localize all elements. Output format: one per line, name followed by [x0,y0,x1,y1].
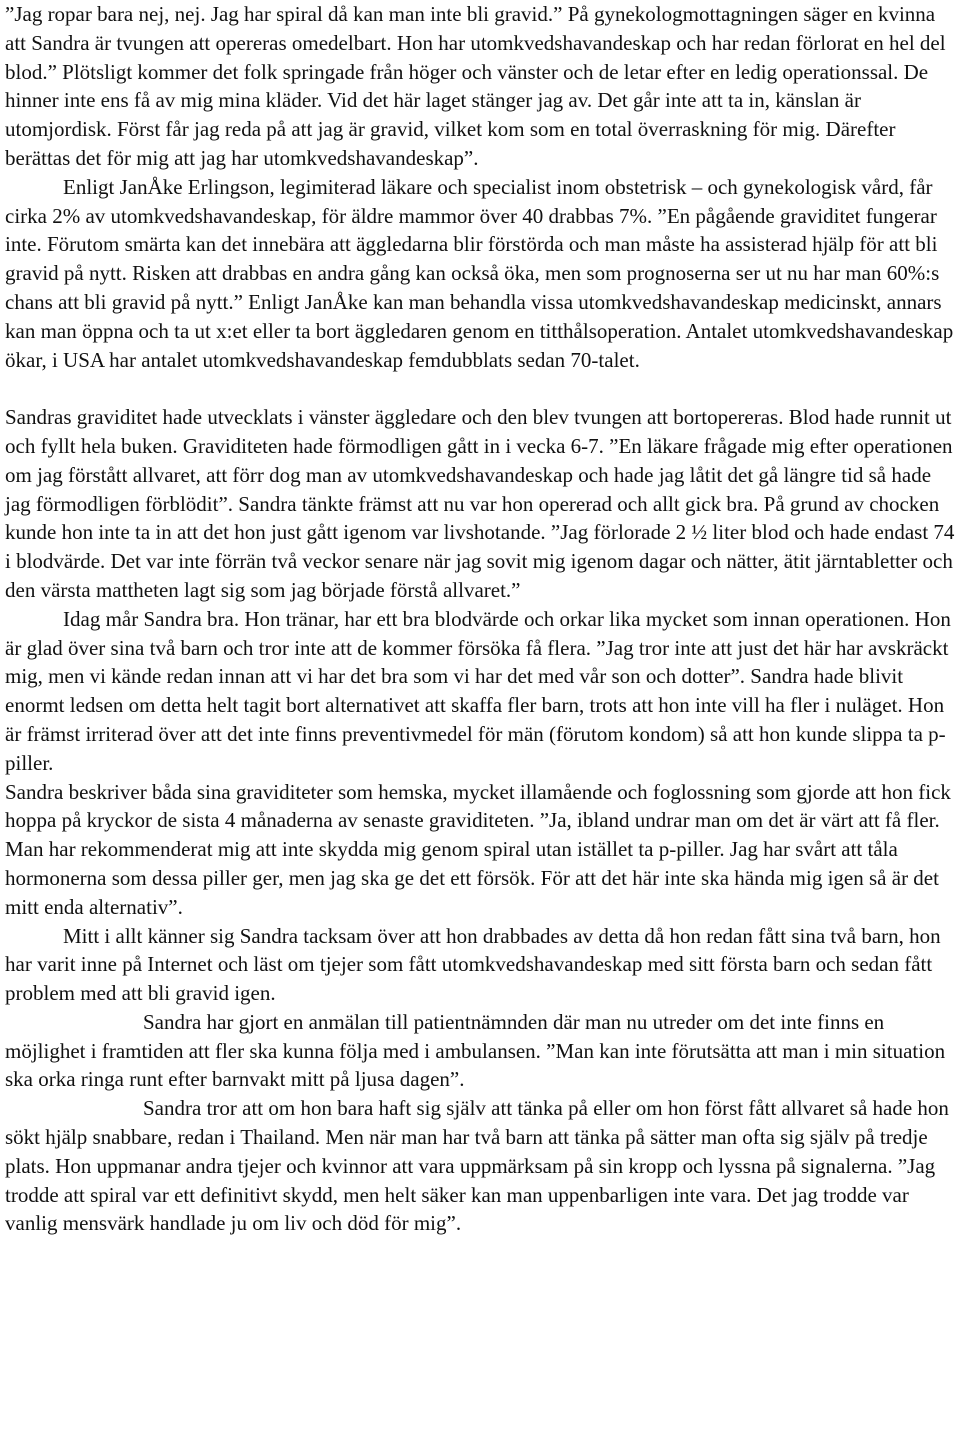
paragraph-6: Mitt i allt känner sig Sandra tacksam över att hon drabbades av detta då hon redan fått sina två barn, hon har varit inne på Internet och läst om tjejer som fått utomkvedshavandeskap med sitt första barn och sedan fått problem med att bli gravid igen. [5,923,941,1006]
paragraph-8: Sandra tror att om hon bara haft sig själv att tänka på eller om hon först fått allvaret så hade hon sökt hjälp snabbare, redan i Thailand. Men när man har två barn att tänka på sätter man ofta sig själv på tredje plats. Hon uppmanar andra tjejer och kvinnor att vara uppmärksam på sin kropp och lyssna på signalerna. ”Jag trodde att spiral var ett definitivt skydd, men helt säker kan man uppenbarligen inte vara. Det jag trodde var vanlig mensvärk handlade ju om liv och död för mig”. [5,1096,949,1236]
paragraph-spacer [5,374,956,403]
paragraph-4: Idag mår Sandra bra. Hon tränar, har ett bra blodvärde och orkar lika mycket som innan operationen. Hon är glad över sina två barn och tror inte att de kommer försöka få flera. ”Jag tror inte att just det här har avskräckt mig, men vi kände redan innan att vi har det bra som vi har det med vår son och dotter”. Sandra hade blivit enormt ledsen om detta helt tagit bort alternativet att skaffa fler barn, trots att hon inte vill ha fler i nuläget. Hon är främst irriterad över att det inte finns preventivmedel för män (förutom kondom) så att hon kunde slippa ta p-piller. [5,606,951,775]
paragraph-2: Enligt JanÅke Erlingson, legimiterad läkare och specialist inom obstetrisk – och gynekologisk vård, får cirka 2% av utomkvedshavandeskap, för äldre mammor över 40 drabbas 7%. ”En pågående graviditet fungerar inte. Förutom smärta kan det innebära att äggledarna blir förstörda och man måste ha assisterad hjälp för att bli gravid på nytt. Risken att drabbas en andra gång kan också öka, men som prognoserna ser ut nu har man 60%:s chans att bli gravid på nytt.” Enligt JanÅke kan man behandla vissa utomkvedshavandeskap medicinskt, annars kan man öppna och ta ut x:et eller ta bort äggledaren genom en titthålsoperation. Antalet utomkvedshavandeskap ökar, i USA har antalet utomkvedshavandeskap femdubblats sedan 70-talet. [5,174,954,372]
paragraph-1: ”Jag ropar bara nej, nej. Jag har spiral då kan man inte bli gravid.” På gynekologmottagningen säger en kvinna att Sandra är tvungen att opereras omedelbart. Hon har utomkvedshavandeskap och har redan förlorat en hel del blod.” Plötsligt kommer det folk springade från höger och vänster och de letar efter en ledig operationssal. De hinner inte ens få av mig mina kläder. Vid det här laget stänger jag av. Det går inte att ta in, känslan är utomjordisk. Först får jag reda på att jag är gravid, vilket kom som en total överraskning för mig. Därefter berättas det för mig att jag har utomkvedshavandeskap”. [5,2,946,170]
paragraph-5: Sandra beskriver båda sina graviditeter som hemska, mycket illamående och foglossning som gjorde att hon fick hoppa på kryckor de sista 4 månaderna av senaste graviditeten. ”Ja, ibland undrar man om det är värt att få fler. Man har rekommenderat mig att inte skydda mig genom spiral utan istället ta p-piller. Jag har svårt att tåla hormonerna som dessa piller ger, men jag ska ge det ett försök. För att det här inte ska hända mig igen så är det mitt enda alternativ”. [5,779,951,919]
paragraph-7: Sandra har gjort en anmälan till patientnämnden där man nu utreder om det inte finns en möjlighet i framtiden att fler ska kunna följa med i ambulansen. ”Man kan inte förutsätta att man i min situation ska orka ringa runt efter barnvakt mitt på ljusa dagen”. [5,1009,946,1092]
document-page [5,0,956,1238]
paragraph-3: Sandras graviditet hade utvecklats i vänster äggledare och den blev tvungen att bortopereras. Blod hade runnit ut och fyllt hela buken. Graviditeten hade förmodligen gått in i vecka 6-7. ”En läkare frågade mig efter operationen om jag förstått allvaret, att förr dog man av utomkvedshavandeskap och hade jag låtit det gå längre tid så hade jag förmodligen förblödit”. Sandra tänkte främst att nu var hon opererad och allt gick bra. På grund av chocken kunde hon inte ta in att det hon just gått igenom var livshotande. ”Jag förlorade 2 ½ liter blod och hade endast 74 i blodvärde. Det var inte förrän två veckor senare när jag sovit mig igenom dagar och nätter, ätit järntabletter och den värsta mattheten lagt sig som jag började förstå allvaret.” [5,405,955,602]
